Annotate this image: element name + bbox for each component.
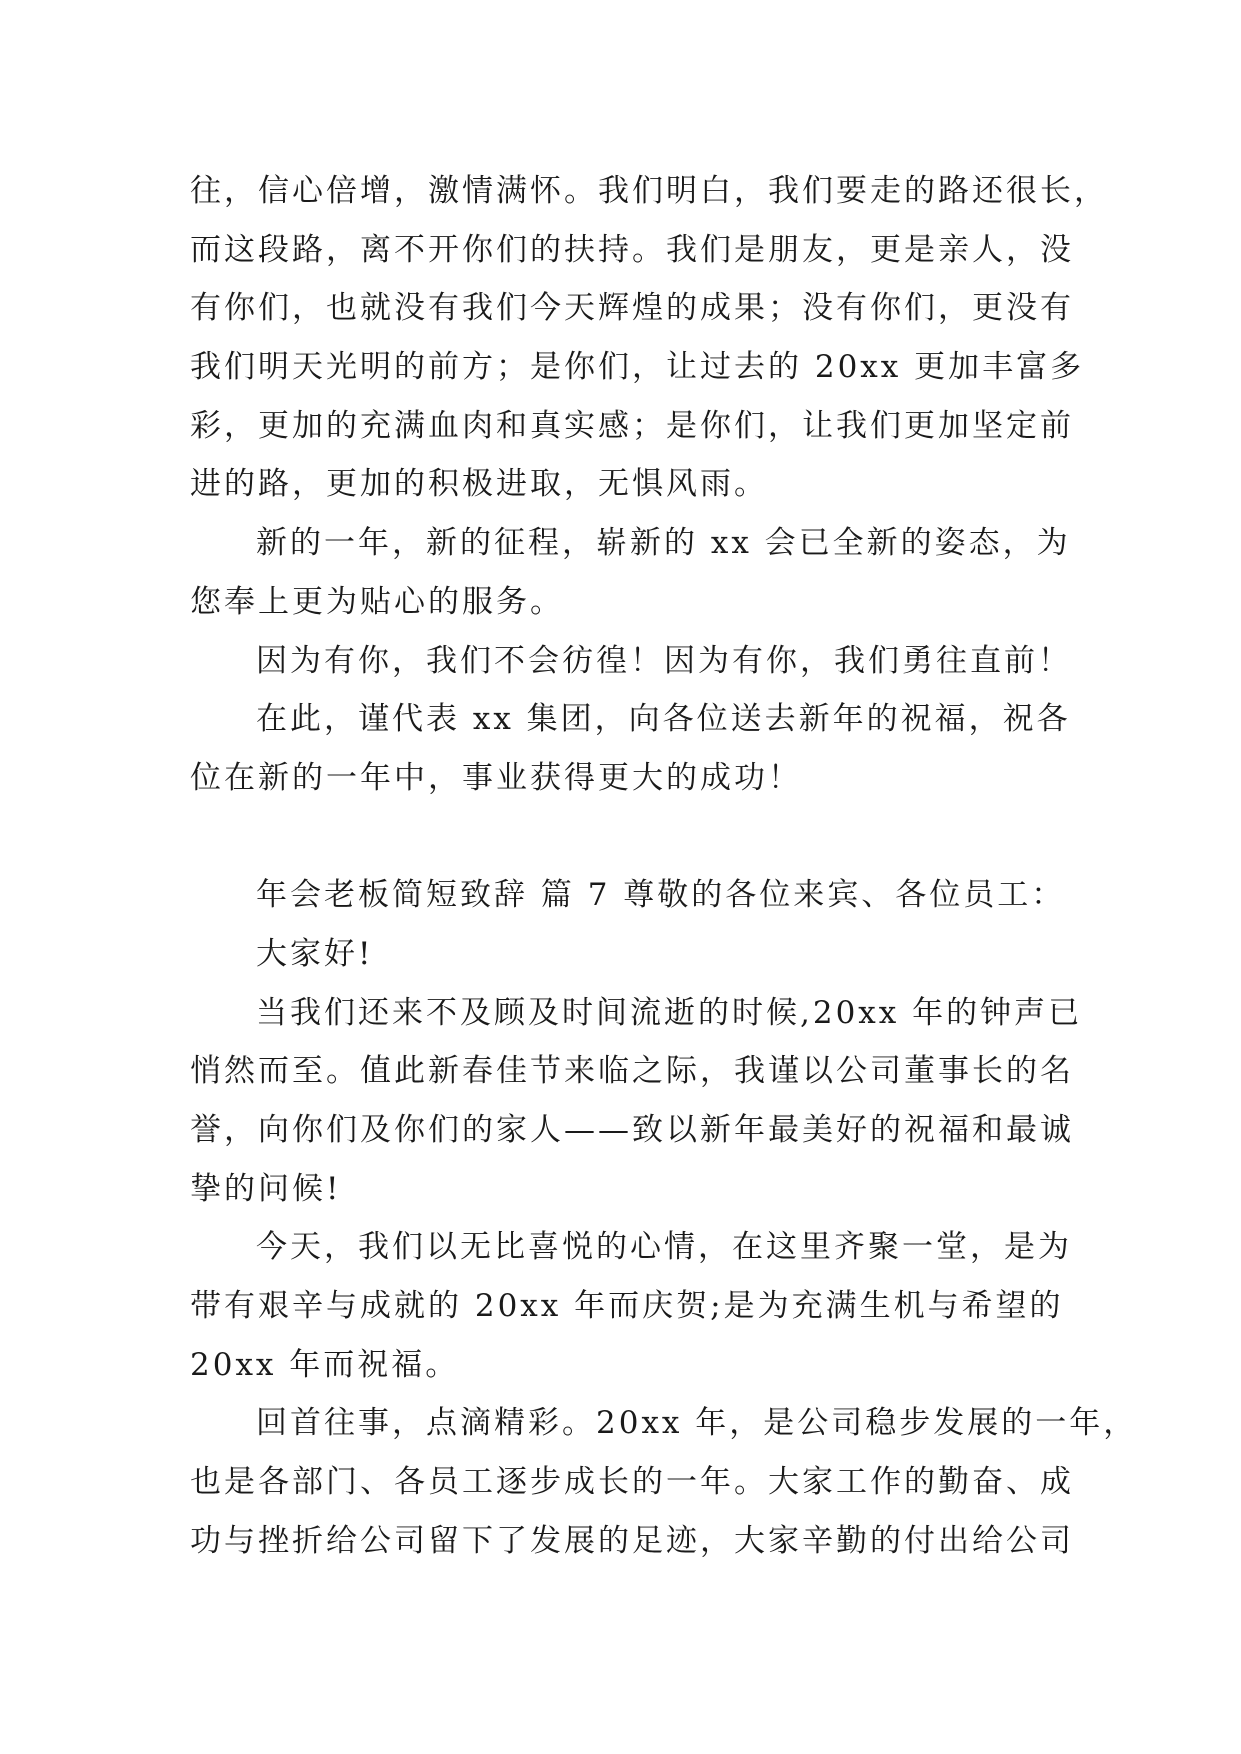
text-line: 回首往事，点滴精彩。20xx 年，是公司稳步发展的一年，: [256, 1405, 1138, 1442]
paragraph: [190, 925, 1060, 984]
text-line: 当我们还来不及顾及时间流逝的时候,20xx 年的钟声已: [256, 994, 1083, 1031]
paragraph-gap: [190, 808, 1060, 867]
text-line: 大家好!: [256, 935, 374, 972]
text-line: 带有艰辛与成就的 20xx 年而庆贺;是为充满生机与希望的: [190, 1288, 1064, 1325]
text-line: 我们明天光明的前方；是你们，让过去的 20xx 更加丰富多: [190, 349, 1085, 386]
text-line: 因为有你，我们不会彷徨！因为有你，我们勇往直前！: [256, 642, 1072, 679]
text-line: 进的路，更加的积极进取，无惧风雨。: [190, 466, 768, 503]
paragraph: [190, 690, 1071, 807]
text-line: 20xx 年而祝福。: [190, 1346, 460, 1383]
text-line: 誉，向你们及你们的家人——致以新年最美好的祝福和最诚: [190, 1112, 1074, 1148]
text-line: 悄然而至。值此新春佳节来临之际，我谨以公司董事长的名: [190, 1053, 1074, 1090]
text-line: 也是各部门、各员工逐步成长的一年。大家工作的勤奋、成: [190, 1464, 1074, 1501]
paragraph: [190, 632, 1072, 691]
text-line: 有你们，也就没有我们今天辉煌的成果；没有你们，更没有: [190, 290, 1074, 327]
text-line: 功与挫折给公司留下了发展的足迹，大家辛勤的付出给公司: [190, 1522, 1074, 1559]
paragraph: [190, 984, 1083, 1219]
text-line: 您奉上更为贴心的服务。: [190, 583, 564, 620]
text-line: 彩，更加的充满血肉和真实感；是你们，让我们更加坚定前: [190, 407, 1074, 444]
paragraph: [190, 1394, 1138, 1570]
text-line: 新的一年，新的征程，崭新的 xx 会已全新的姿态，为: [256, 525, 1071, 562]
text-line: 挚的问候!: [190, 1170, 342, 1207]
document-body: [190, 162, 1138, 1571]
paragraph: [190, 1218, 1072, 1394]
text-line: 年会老板简短致辞 篇 7 尊敬的各位来宾、各位员工：: [256, 877, 1066, 914]
text-line: 往，信心倍增，激情满怀。我们明白，我们要走的路还很长，: [190, 173, 1108, 209]
paragraph: [190, 162, 1108, 514]
paragraph: [190, 514, 1071, 631]
text-line: 今天，我们以无比喜悦的心情，在这里齐聚一堂，是为: [256, 1229, 1072, 1266]
text-line: 而这段路，离不开你们的扶持。我们是朋友，更是亲人，没: [190, 231, 1074, 268]
text-line: 在此，谨代表 xx 集团，向各位送去新年的祝福，祝各: [256, 701, 1071, 738]
text-line: 位在新的一年中，事业获得更大的成功！: [190, 759, 802, 796]
paragraph: [190, 866, 1066, 925]
